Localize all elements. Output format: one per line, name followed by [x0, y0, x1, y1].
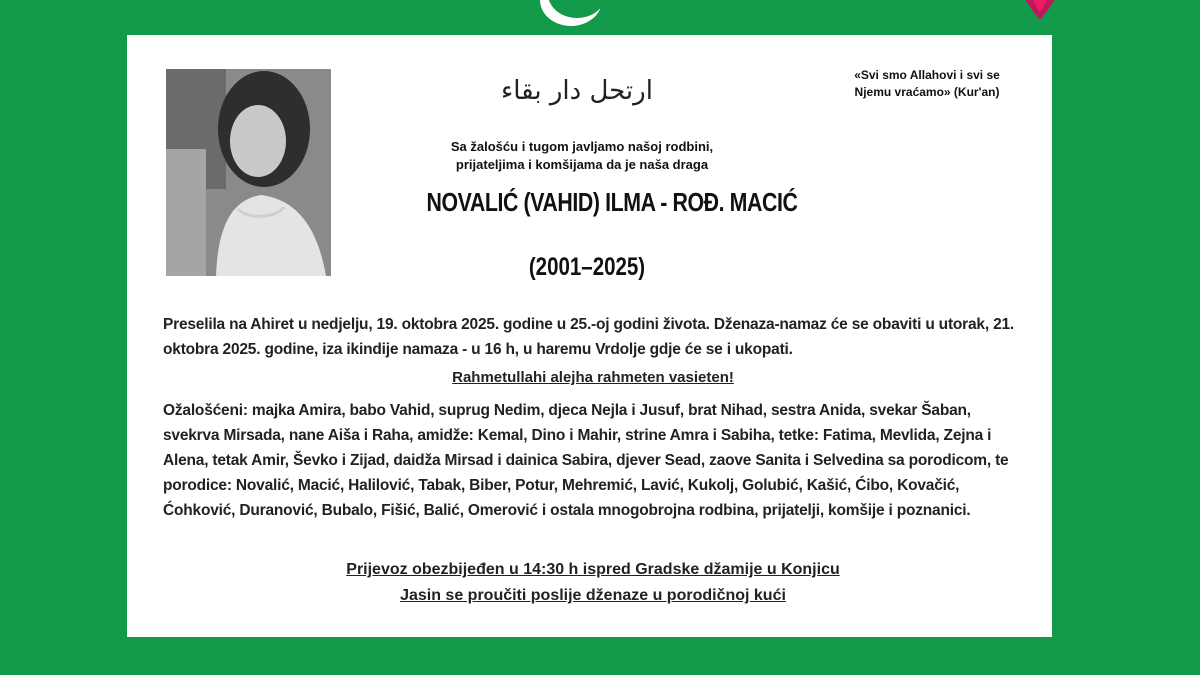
life-years: (2001–2025) [528, 253, 646, 281]
quote-line-1: «Svi smo Allahovi i svi se [854, 68, 1000, 82]
deceased-name: NOVALIĆ (VAHID) ILMA - ROĐ. MACIĆ [426, 187, 798, 217]
intro-text [397, 138, 767, 174]
portrait-photo [166, 69, 331, 276]
mourners-list: Ožalošćeni: majka Amira, babo Vahid, suprug Nedim, djeca Nejla i Jusuf, brat Nihad, sestra Anida, svekar Šaban, svekrva Mirsada, nane Aiša i Raha, amidže: Kemal, Dino i Mahir, strine Amra i Sabiha, tetke: Fatima, Mevlida, Zejna i Alena, tetak Amir, Ševko i Zijad, daidža Mirsad i dainica Sabira, djever Sead, zaove Sanita i Selvedina sa porodicom, te porodice: Novalić, Macić, Halilović, Tabak, Biber, Potur, Mehremić, Lavić, Kukolj, Golubić, Kašić, Ćibo, Kovačić, Ćohković, Duranović, Bubalo, Fišić, Balić, Omerović i ostala mnogobrojna rodbina, prijatelji, komšije i poznanici. [163, 402, 1009, 519]
intro-line-1: Sa žalošću i tugom javljamo našoj rodbini, [450, 139, 714, 154]
intro-line-2: prijateljima i komšijama da je naša draga [455, 157, 709, 172]
prayer-line: Rahmetullahi alejha rahmeten vasieten! [452, 369, 734, 386]
quote-line-2: Njemu vraćamo» (Kur'an) [854, 85, 1000, 99]
crescent-icon [548, 0, 606, 18]
jasin-note: Jasin se proučiti poslije dženaze u porodičnoj kući [400, 587, 786, 604]
death-announcement: Preselila na Ahiret u nedjelju, 19. oktobra 2025. godine u 25.-oj godini života. Dženaza-namaz će se obaviti u utorak, 21. oktobra 2025. godine, iza ikindije namaza - u 16 h, u haremu Vrdolje gdje će se i ukopati. [163, 316, 1015, 358]
flower-icon [1012, 0, 1068, 22]
quran-quote [817, 67, 1037, 101]
arabic-calligraphy: ارتحل دار بقاء [501, 76, 653, 106]
obituary-card [127, 35, 1052, 637]
transport-note: Prijevoz obezbijeđen u 14:30 h ispred Gradske džamije u Konjicu [346, 561, 840, 578]
